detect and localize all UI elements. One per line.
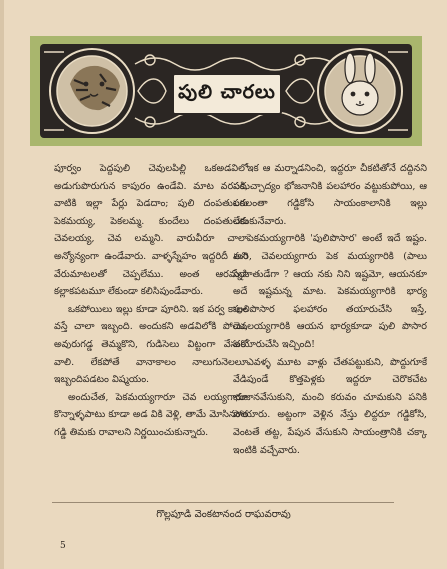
right-text-column xyxy=(233,160,427,459)
paragraph: ఇక ఆ మర్నాడనించి, ఇద్దరూ చీకటితోనే దద్దినని పదుచ్చాద్యం భోజనానికి పలహారం వట్టుకుపోయి, ఆ పగలంతా గడ్డికోసి సాయంకాలానికి ఇల్లు చేరుకునేవారు. xyxy=(233,163,427,227)
paragraph: అందుచేత, పెకమయ్యగారూ చెవ లయ్యగారూ కొన్నాళ్ళపాటు కూడా అడ వికి వెళ్లి, తామే మోసినంత గడ్డి తిమకు రావాలని నిర్ణయించుకున్నారు. xyxy=(54,391,248,438)
divider-rule xyxy=(52,502,394,503)
page-number: 5 xyxy=(60,541,66,551)
story-title: పులి చారలు xyxy=(172,73,282,115)
paragraph: ఎవళ్ళ మూట వాళ్లు చేతపట్టుకుని, పొద్దుగూకే వేడిపుండే కొత్తపెళ్లకు ఇద్దరూ చెరొకచేట భుజానవేసుకుని, మంచి కరువం చూమకుని పనికి పోయారు. అట్టంగా వెళ్లిన నేస్తు లిద్దరూ గడ్డికోసి, వెంటతే తట్ట, పేపున వేసుకుని సాయంత్రానికి చక్కా ఇంటికి వచ్చేవారు. xyxy=(233,356,427,456)
paragraph: ఒకపోయిలు ఇల్లు కూడా పూరిని. ఇక పర్వ కాలం వస్తే చాలా ఇబ్బంది. అందుకని అడవిలోకి పోయి, అవురుగడ్డ తెమ్మకొని, గుడిసెలు విట్టంగా వేసుకో వాలి. లేకపోతే వానాకాలం నాలుగునెలలూ ఇబ్బందిపడటం విష్మయం. xyxy=(54,303,248,386)
rabbit-face-icon xyxy=(318,49,402,133)
left-text-column xyxy=(54,160,248,442)
paragraph: పూర్వం పెద్దపులి చెవులపిల్లి ఒకఅడవిలో అడుగుపొరుగున కాపురం ఉండేవి. మాట వరసకి, వాటికి ఇల్లా పేర్లు పెడదాం; పులి దంపతులకు పెకమయ్య, పెకలమ్మ. కుందేలు దంపతులకు చెవలయ్య, చెవ లమ్మని. వారువీరూ చాలా అన్యోన్యంగా ఉండేవారు. వాళ్ళస్నేహం ఇద్దరిదీ అని వేరుమాటలతో చెప్పలేము. అంత ఆరమరా కల్లాకపటమూ లేకుండా కలిసిపుండేవారు. xyxy=(54,163,248,298)
banner-ornament-panel xyxy=(40,44,412,138)
author-byline: గొల్లపూడి వెంకటానంద రాఘవరావు xyxy=(156,509,291,520)
page-binding-edge xyxy=(0,0,4,569)
paragraph: పెకమయ్యగారికి 'పులిపొసార' అంటే ఇదే ఇష్టం. మరి, చెవలయ్యగారు పెక మయ్యగారికి (పాలు స్నేహితుడేగా ? ఆయ నకు నిని ఇష్టమో, ఆయనకూ అదే ఇష్టమన్న మాట. పెకమయ్యగారికి భార్య పులిపొసార ఫలహారం తయారుచేసి ఇస్తే, చెవలయ్యగారికి ఆయన భార్యకూడా పులి పొసార తయారుచేసి ఇచ్చింది! xyxy=(233,233,427,350)
tiger-face-icon xyxy=(50,49,134,133)
title-banner xyxy=(30,36,422,146)
